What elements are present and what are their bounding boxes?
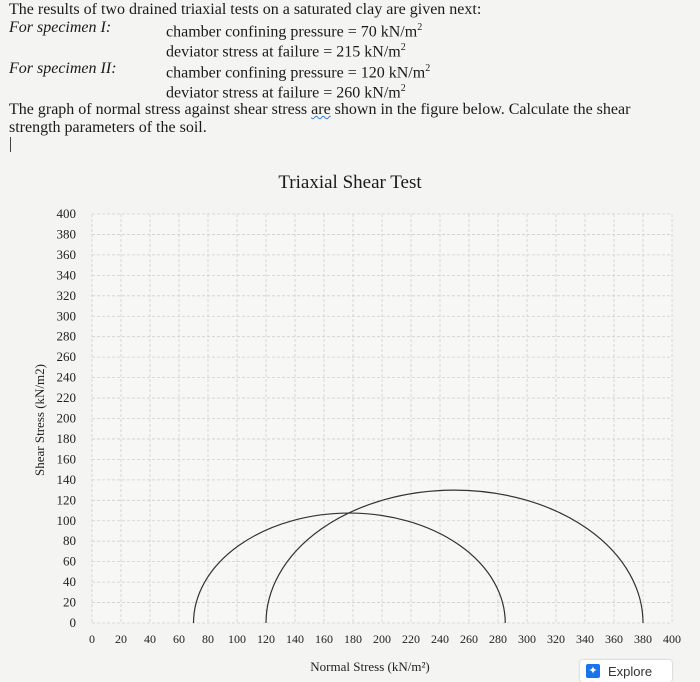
x-tick-label: 80 (202, 632, 214, 646)
specimen-1-label: For specimen I: (9, 19, 112, 36)
y-tick-label: 0 (69, 615, 76, 630)
y-tick-label: 320 (56, 287, 76, 303)
y-tick-label: 140 (56, 471, 76, 487)
x-tick-label: 160 (315, 632, 333, 646)
specimen-1-confining: chamber confining pressure = 70 kN/m (166, 23, 418, 41)
x-tick-label: 180 (344, 632, 362, 646)
spellcheck-word[interactable]: are (311, 101, 331, 118)
chart-title: Triaxial Shear Test (278, 172, 422, 193)
x-tick-label: 240 (431, 632, 449, 646)
x-axis-label: Normal Stress (kN/m²) (310, 659, 430, 674)
y-tick-label: 60 (63, 553, 76, 569)
x-tick-label: 40 (144, 632, 156, 646)
y-tick-label: 200 (56, 410, 76, 426)
specimen-2-label: For specimen II: (9, 60, 117, 77)
y-tick-label: 160 (56, 451, 76, 467)
y-axis-label: Shear Stress (kN/m2) (32, 364, 47, 476)
x-tick-label: 60 (173, 632, 185, 646)
y-tick-label: 80 (63, 533, 76, 549)
x-tick-label: 0 (89, 632, 95, 646)
specimen-2-deviator: deviator stress at failure = 260 kN/m (166, 84, 401, 102)
explore-label: Explore (608, 663, 653, 679)
x-tick-label: 20 (115, 632, 127, 646)
x-tick-label: 280 (489, 632, 507, 646)
y-tick-label: 300 (56, 308, 76, 324)
specimen-2-confining: chamber confining pressure = 120 kN/m (166, 64, 426, 82)
y-tick-label: 120 (56, 492, 76, 508)
x-tick-label: 300 (518, 632, 536, 646)
specimen-1-deviator: deviator stress at failure = 215 kN/m (166, 43, 401, 61)
x-tick-label: 200 (373, 632, 391, 646)
y-tick-label: 180 (56, 430, 76, 446)
y-tick-label: 360 (56, 246, 76, 262)
sparkle-icon: ✦ (586, 664, 600, 678)
specimen-1-line-1: For specimen I: chamber confining pressure = 70 $kN/m^2$ (9, 19, 423, 41)
y-tick-label: 100 (56, 512, 76, 528)
y-tick-label: 400 (56, 206, 76, 221)
y-tick-label: 340 (56, 267, 76, 283)
specimen-2-line-1: For specimen II: chamber confining pressure = 120 $kN/m^2$ (9, 60, 431, 82)
x-tick-label: 400 (663, 632, 681, 646)
x-tick-label: 320 (547, 632, 565, 646)
y-tick-label: 260 (56, 349, 76, 365)
x-tick-label: 140 (286, 632, 304, 646)
x-tick-label: 220 (402, 632, 420, 646)
x-tick-label: 260 (460, 632, 478, 646)
problem-intro: The results of two drained triaxial tests on a saturated clay are given next: (9, 1, 482, 18)
x-tick-label: 120 (257, 632, 275, 646)
explore-button[interactable] (580, 660, 672, 682)
y-tick-label: 220 (56, 390, 76, 406)
y-tick-label: 40 (63, 574, 76, 590)
x-tick-label: 100 (228, 632, 246, 646)
y-tick-label: 280 (56, 328, 76, 344)
x-tick-label: 360 (605, 632, 623, 646)
y-tick-label: 380 (56, 226, 76, 242)
x-tick-label: 340 (576, 632, 594, 646)
x-tick-label: 380 (634, 632, 652, 646)
y-tick-label: 240 (56, 369, 76, 385)
y-tick-label: 20 (63, 594, 76, 610)
question-line-2: strength parameters of the soil. (9, 119, 207, 136)
question-line-1: The graph of normal stress against shear stress are shown in the figure below. Calculate the shear (9, 101, 631, 118)
